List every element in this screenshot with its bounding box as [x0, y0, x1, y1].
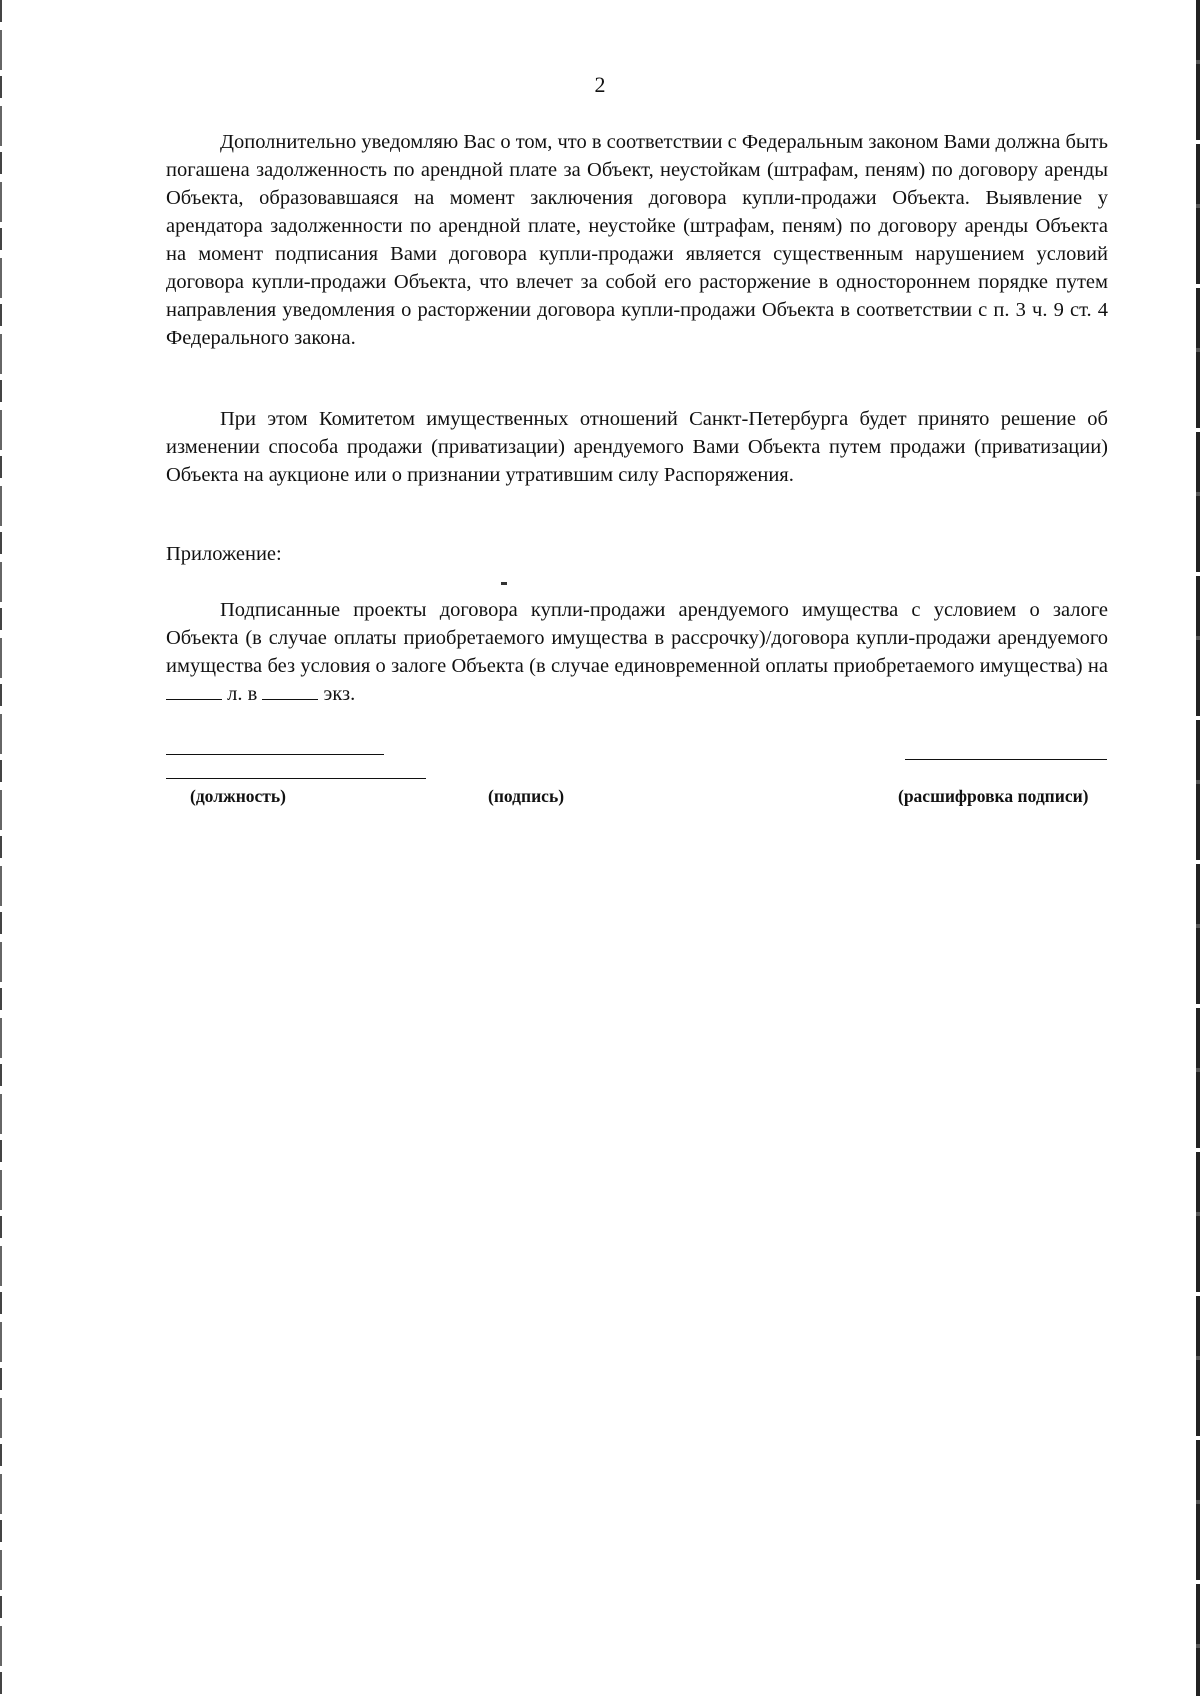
copies-unit: экз.: [323, 683, 356, 705]
decryption-caption: (расшифровка подписи): [898, 786, 1089, 806]
paragraph-appendix-contents: [166, 596, 1108, 708]
appendix-contents-text: Подписанные проекты договора купли-продажи арендуемого имущества с условием о залоге Объекта (в случае оплаты приобретаемого имущества в рассрочку)/договора купли-продажи арендуемого имущества без условия о залоге Объекта (в случае единовременной оплаты приобретаемого имущества) на: [166, 599, 1108, 677]
paragraph-debt-notice: Дополнительно уведомляю Вас о том, что в соответствии с Федеральным законом Вами должна быть погашена задолженность по арендной плате за Объект, неустойкам (штрафам, пеням) по договору аренды Объекта, образовавшаяся на момент заключения договора купли-продажи Объекта. Выявление у арендатора задолженности по арендной плате, неустойке (штрафам, пеням) по договору аренды Объекта на момент подписания Вами договора купли-продажи является существенным нарушением условий договора купли-продажи Объекта, что влечет за собой его расторжение в одностороннем порядке путем направления уведомления о расторжении договора купли-продажи Объекта в соответствии с п. 3 ч. 9 ст. 4 Федерального закона.: [166, 131, 1108, 349]
position-line-top: [166, 754, 384, 755]
scan-edge-right: [1196, 0, 1200, 1696]
sheets-unit: л. в: [227, 683, 258, 705]
signature-caption: (подпись): [488, 786, 565, 806]
sheets-blank: [166, 681, 222, 700]
copies-blank: [262, 681, 318, 700]
position-caption: (должность): [190, 786, 286, 806]
decryption-line: [905, 759, 1107, 760]
position-line-bottom: [166, 778, 426, 779]
appendix-heading: Приложение:: [166, 543, 282, 565]
scan-edge-left: [0, 0, 2, 1696]
page-number: 2: [594, 72, 606, 97]
paragraph-committee-decision: При этом Комитетом имущественных отношений Санкт-Петербурга будет принято решение об изменении способа продажи (приватизации) арендуемого Вами Объекта путем продажи (приватизации) Объекта на аукционе или о признании утратившим силу Распоряжения.: [166, 408, 1108, 486]
scan-dot-mark: [501, 582, 507, 585]
